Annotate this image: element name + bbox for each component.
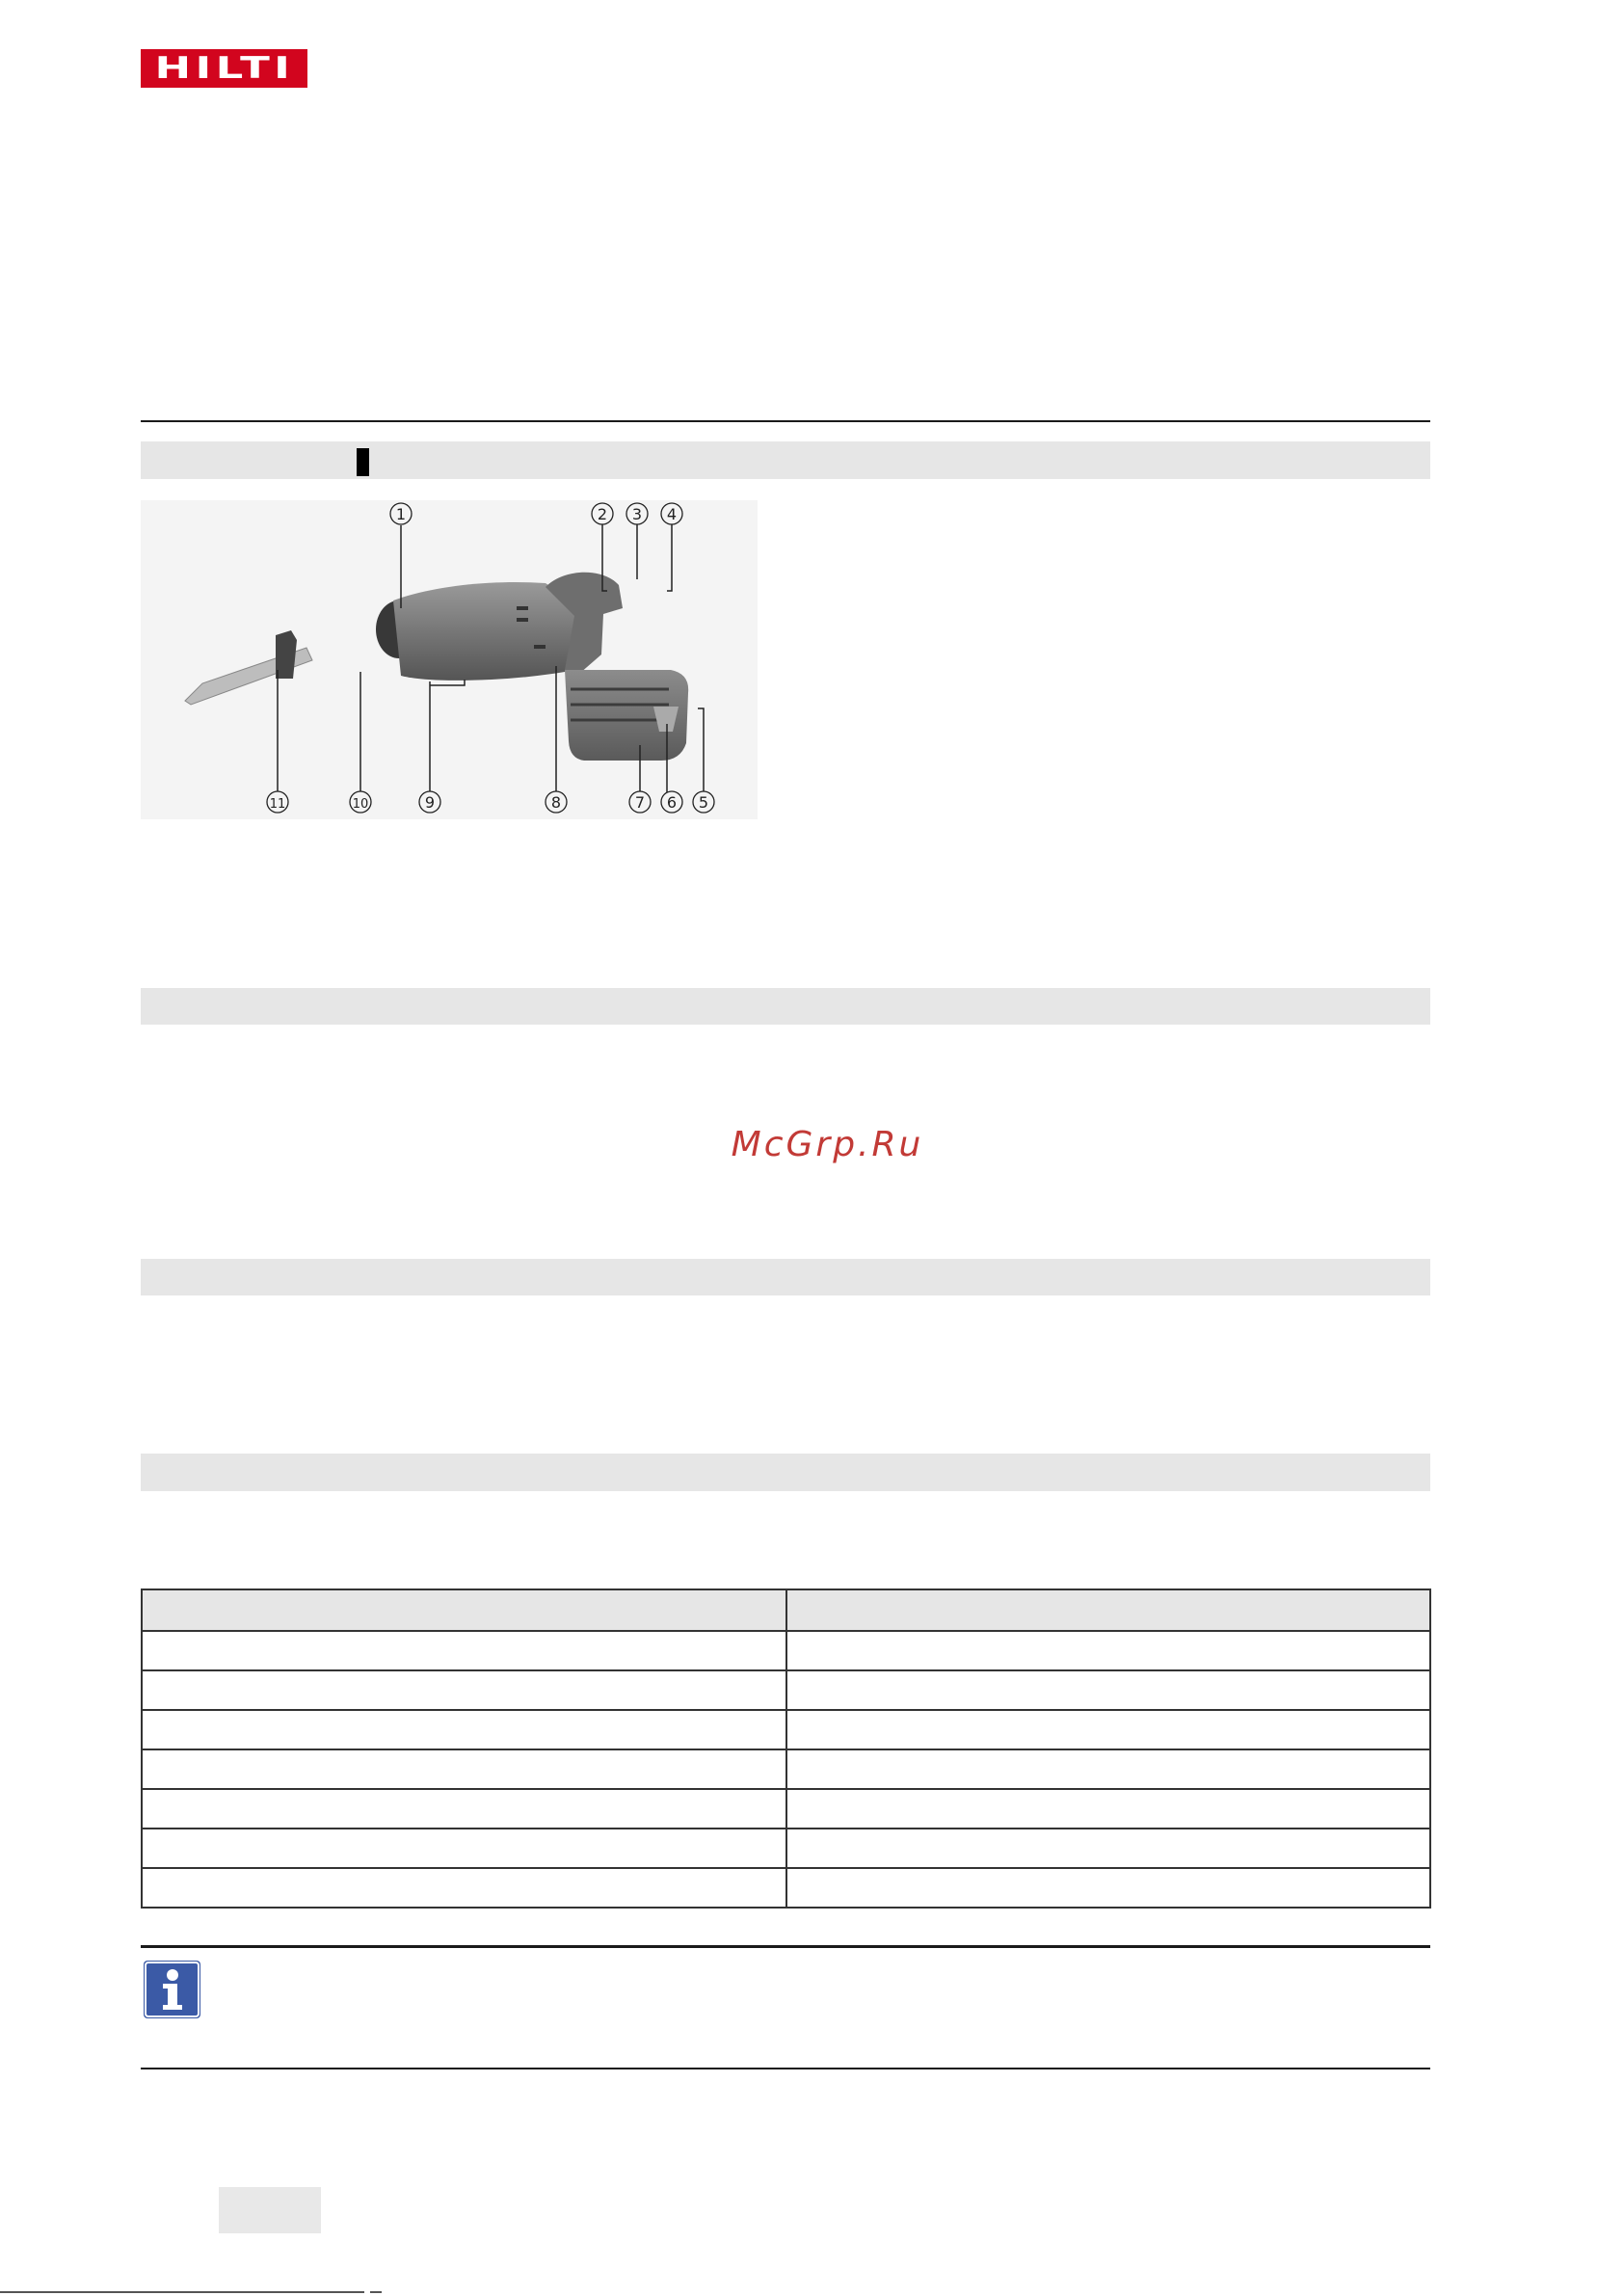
info-icon [144,1961,200,2018]
callout-3: 3 [631,505,643,523]
callout-5: 5 [698,793,709,812]
table-row [142,1868,1430,1908]
top-divider [141,420,1430,422]
table-row [142,1710,1430,1749]
section-heading-band-3 [141,1259,1430,1295]
spec-table [141,1589,1431,1909]
info-glyph [144,1961,200,2018]
table-cell [142,1789,786,1829]
table-header-cell [786,1589,1431,1631]
table-cell [142,1631,786,1670]
watermark: McGrp.Ru [731,1125,924,1164]
table-row [142,1829,1430,1868]
table-cell [142,1749,786,1789]
table-row [142,1670,1430,1710]
callout-11: 11 [269,797,286,812]
footer-rule [0,2291,364,2293]
table-cell [786,1868,1431,1908]
section-marker [357,448,369,476]
product-figure [141,500,758,819]
callout-7: 7 [634,793,646,812]
table-cell [786,1749,1431,1789]
hilti-logo [141,49,307,88]
callout-1: 1 [395,505,407,523]
table-row [142,1749,1430,1789]
table-cell [786,1670,1431,1710]
callout-9: 9 [424,793,436,812]
table-row [142,1631,1430,1670]
table-cell [786,1829,1431,1868]
section-heading-band-1 [141,441,1430,479]
table-cell [786,1631,1431,1670]
table-cell [786,1789,1431,1829]
section-heading-band-4 [141,1454,1430,1491]
footer-tick [370,2291,382,2293]
reciprocating-saw-illustration [141,500,758,819]
logo-text: HILTI [154,50,294,86]
table-cell [786,1710,1431,1749]
info-note-bottom-rule [141,2068,1430,2069]
callout-2: 2 [597,505,608,523]
callout-10: 10 [352,797,369,812]
callout-6: 6 [666,793,678,812]
table-row [142,1789,1430,1829]
table-header-row [142,1589,1430,1631]
table-cell [142,1868,786,1908]
section-heading-band-2 [141,988,1430,1025]
callout-8: 8 [550,793,562,812]
table-cell [142,1670,786,1710]
callout-4: 4 [666,505,678,523]
table-cell [142,1710,786,1749]
page-number-tab [219,2187,321,2233]
info-note-top-rule [141,1945,1430,1948]
table-header-cell [142,1589,786,1631]
shoe [276,630,297,679]
table-cell [142,1829,786,1868]
